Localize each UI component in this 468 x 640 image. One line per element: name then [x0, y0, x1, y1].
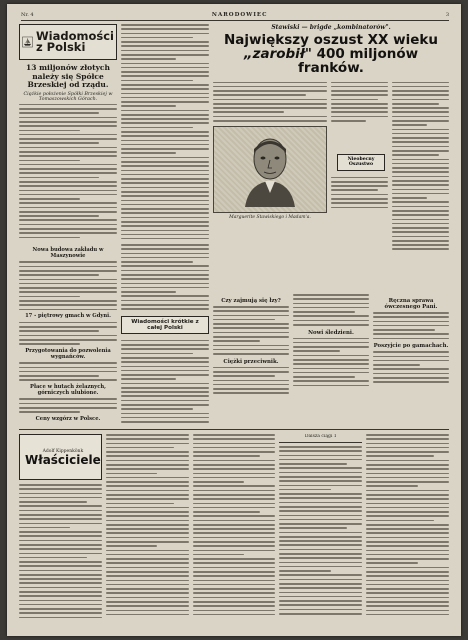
main-headline: [213, 33, 449, 76]
short-news-banner: Wiadomości krótkie z całej Polski: [121, 316, 209, 334]
serial-title-box: [19, 434, 102, 480]
lead-headline: 13 miljonów złotych należy się Spółce Brzeskiej od rządu.: [26, 63, 110, 90]
article-body-text: [392, 82, 449, 251]
section-heading: Nowi śledzieni.: [308, 329, 354, 336]
headline-quote: „zarobił": [243, 46, 312, 63]
section-masthead: [19, 24, 117, 60]
ship-emblem-icon: [22, 30, 33, 54]
headline-rest: 400 miljonów franków.: [298, 46, 419, 77]
item-headline: 17 - piętrowy gmach w Gdyni.: [25, 313, 111, 320]
page-number: 3: [445, 12, 449, 18]
middle-left-column: [19, 244, 117, 424]
photo-label-box: Nieobecny Oszustwo: [337, 154, 385, 171]
right-feature-article: [213, 24, 449, 289]
feature-columns: [213, 82, 449, 251]
page-label: Nr. 4: [21, 12, 34, 18]
serial-author: Adolf Kippenkönk: [42, 448, 84, 454]
photo-caption: Marguerite Stawiskiego i Madam'a.: [229, 214, 311, 220]
section-heading: Ciężki przeciwnik.: [223, 358, 279, 365]
middle-right-column: [121, 244, 209, 423]
item-headline: Przygotowania do pozwolenia wygnańców.: [25, 347, 111, 360]
item-headline: Ceny wzgórz w Polsce.: [35, 415, 101, 422]
article-body-text: [213, 82, 327, 122]
item-headline: Płace w hutach żelaznych, górniczych ulubione.: [30, 384, 106, 396]
headline-line-1: Największy oszust XX wieku: [224, 32, 438, 48]
continuation-caption: Dalsza ciągi 1: [279, 434, 362, 443]
article-body-text: [121, 24, 209, 239]
article-body-text: [331, 177, 388, 209]
lower-right-article: [213, 294, 449, 424]
portrait-photo: [213, 126, 327, 213]
item-headline: Nowa budowa zakładu w Maszynowie: [32, 247, 104, 259]
article-kicker: Stawiski — brigde „kombinatorów".: [271, 24, 391, 31]
article-body-text: [331, 82, 388, 122]
paper-name: NARODOWIEC: [211, 12, 268, 18]
serial-title: Właściciele: [25, 452, 101, 467]
article-body-text: [19, 104, 117, 239]
page-header: [21, 10, 449, 21]
lead-subtitle: Ciężkie położenie Spółki Brzeskiej w Tomaszowskich Górach.: [23, 91, 113, 102]
section-heading: Ręczna sprawa ówczesnego Pani.: [384, 298, 438, 310]
second-column: [121, 24, 209, 239]
middle-section: [19, 244, 209, 424]
section-heading: Czy zajmują się łzy?: [221, 298, 281, 304]
section-heading: Poszyjcie po gamachach.: [373, 343, 449, 350]
man-portrait-icon: [235, 131, 305, 207]
headline-line-2: [213, 47, 449, 75]
masthead-title: Wiadomości z Polski: [35, 28, 114, 54]
left-column: [19, 24, 117, 239]
newspaper-page: [7, 4, 461, 636]
serial-novel-section: [19, 429, 449, 628]
